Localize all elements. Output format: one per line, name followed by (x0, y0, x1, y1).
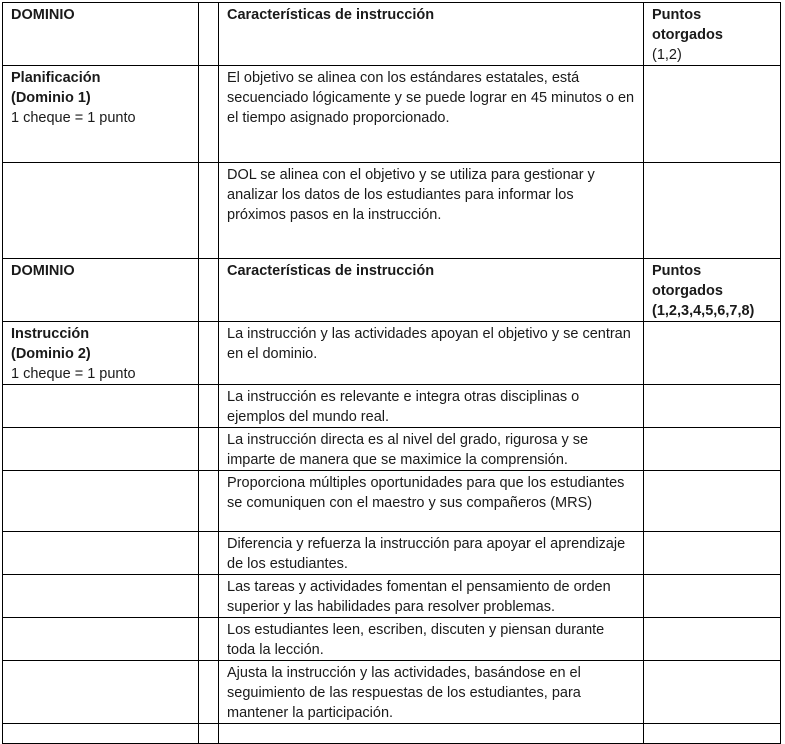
spacer-cell (199, 3, 219, 66)
points-label: Puntos (652, 7, 702, 23)
domain-rule: 1 cheque = 1 punto (11, 366, 136, 382)
characteristic-text (219, 724, 644, 744)
points-cell[interactable] (644, 532, 781, 575)
table-row (3, 385, 781, 428)
domain-rule: 1 cheque = 1 punto (11, 110, 136, 126)
spacer-cell (199, 724, 219, 744)
characteristic-text: La instrucción es relevante e integra otras disciplinas o ejemplos del mundo real. (219, 385, 644, 428)
characteristic-text: Los estudiantes leen, escriben, discuten y piensan durante toda la lección. (219, 618, 644, 661)
spacer-cell (199, 575, 219, 618)
domain-name: Planificación (11, 70, 101, 86)
points-cell[interactable] (644, 428, 781, 471)
domain-cell (3, 163, 199, 259)
spacer-cell (199, 428, 219, 471)
points-cell[interactable] (644, 618, 781, 661)
table-row (3, 661, 781, 724)
domain-cell (3, 575, 199, 618)
points-scale: (1,2,3,4,5,6,7,8) (652, 303, 755, 319)
domain-cell (3, 322, 199, 385)
spacer-cell (199, 471, 219, 532)
points-cell[interactable] (644, 322, 781, 385)
spacer-cell (199, 618, 219, 661)
spacer-cell (199, 661, 219, 724)
table-row (3, 428, 781, 471)
spacer-cell (199, 532, 219, 575)
domain-cell (3, 471, 199, 532)
table-row (3, 575, 781, 618)
domain-cell (3, 532, 199, 575)
spacer-cell (199, 385, 219, 428)
header-row-2 (3, 259, 781, 322)
characteristic-text: Diferencia y refuerza la instrucción para apoyar el aprendizaje de los estudiantes. (219, 532, 644, 575)
points-label-2: otorgados (652, 27, 723, 43)
domain-number: (Dominio 1) (11, 90, 91, 106)
domain-cell (3, 428, 199, 471)
table-row (3, 471, 781, 532)
points-cell[interactable] (644, 575, 781, 618)
domain-header: DOMINIO (3, 259, 199, 322)
spacer-cell (199, 66, 219, 163)
domain-header: DOMINIO (3, 3, 199, 66)
points-header (644, 259, 781, 322)
spacer-cell (199, 163, 219, 259)
table-row (3, 66, 781, 163)
characteristic-text: DOL se alinea con el objetivo y se utiliza para gestionar y analizar los datos de los estudiantes para informar los próximos pasos en la instrucción. (219, 163, 644, 259)
points-label: Puntos (652, 263, 702, 279)
characteristics-header: Características de instrucción (219, 3, 644, 66)
points-cell[interactable] (644, 661, 781, 724)
characteristic-text: Ajusta la instrucción y las actividades, basándose en el seguimiento de las respuestas de los estudiantes, para mantener la participación. (219, 661, 644, 724)
characteristic-text: Las tareas y actividades fomentan el pensamiento de orden superior y las habilidades para resolver problemas. (219, 575, 644, 618)
points-cell[interactable] (644, 66, 781, 163)
spacer-cell (199, 259, 219, 322)
points-cell[interactable] (644, 724, 781, 744)
characteristics-header: Características de instrucción (219, 259, 644, 322)
domain-cell (3, 724, 199, 744)
points-cell[interactable] (644, 163, 781, 259)
domain-name: Instrucción (11, 326, 90, 342)
characteristic-text: El objetivo se alinea con los estándares estatales, está secuenciado lógicamente y se puede lograr en 45 minutos o en el tiempo asignado proporcionado. (219, 66, 644, 163)
table-row (3, 163, 781, 259)
points-header (644, 3, 781, 66)
domain-cell (3, 661, 199, 724)
table-row-partial (3, 724, 781, 744)
domain-cell (3, 385, 199, 428)
points-label-2: otorgados (652, 283, 723, 299)
header-row-1 (3, 3, 781, 66)
domain-number: (Dominio 2) (11, 346, 91, 362)
characteristic-text: Proporciona múltiples oportunidades para que los estudiantes se comuniquen con el maestro y sus compañeros (MRS) (219, 471, 644, 532)
domain-cell (3, 618, 199, 661)
table-row (3, 532, 781, 575)
points-cell[interactable] (644, 471, 781, 532)
characteristic-text: La instrucción y las actividades apoyan el objetivo y se centran en el dominio. (219, 322, 644, 385)
evaluation-rubric-table (2, 2, 781, 744)
characteristic-text: La instrucción directa es al nivel del grado, rigurosa y se imparte de manera que se maximice la comprensión. (219, 428, 644, 471)
table-row (3, 618, 781, 661)
domain-cell (3, 66, 199, 163)
table-row (3, 322, 781, 385)
spacer-cell (199, 322, 219, 385)
points-scale: (1,2) (652, 47, 682, 63)
points-cell[interactable] (644, 385, 781, 428)
